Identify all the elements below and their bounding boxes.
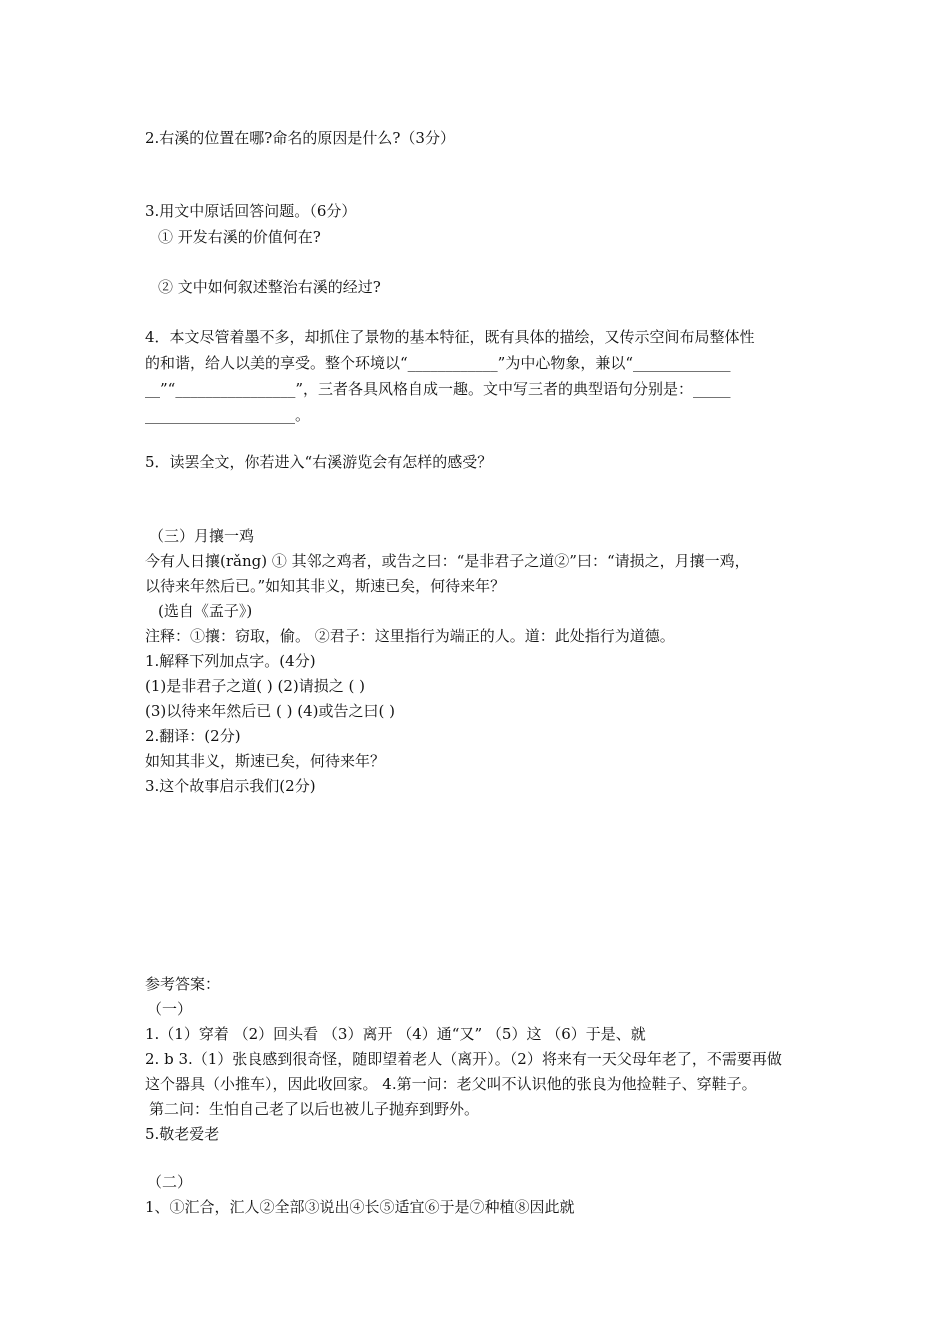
answer-5: 5.敬老爱老 — [145, 1125, 220, 1143]
section-3-question-1-b: (3)以待来年然后已 ( ) (4)或告之曰( ) — [145, 702, 395, 720]
answer-b1: 1、①汇合，汇人②全部③说出④长⑤适宜⑥于是⑦种植⑧因此就 — [145, 1198, 575, 1216]
question-4-line-1: 4．本文尽管着墨不多，却抓住了景物的基本特征，既有具体的描绘，又传示空间布局整体性 — [145, 328, 755, 346]
answer-2-line-3: 第二问：生怕自己老了以后也被儿子抛弃到野外。 — [149, 1100, 480, 1118]
question-4-line-4: ____________________。 — [145, 406, 311, 424]
question-3-sub-2: ② 文中如何叙述整治右溪的经过? — [158, 278, 381, 296]
section-3-source: (选自《孟子》) — [158, 602, 253, 620]
answer-2-line-2: 这个器具（小推车），因此收回家。 4.第一问：老父叫不认识他的张良为他捡鞋子、穿鞋子。 — [145, 1075, 757, 1093]
question-4-line-3: __”“________________”，三者各具风格自成一趣。文中写三者的典型语句分别是：_____ — [145, 380, 731, 398]
section-3-question-3: 3.这个故事启示我们(2分) — [145, 777, 316, 795]
section-3-text-2: 以待来年然后已。”如知其非义，斯速已矣，何待来年？ — [145, 577, 506, 595]
answers-heading: 参考答案： — [145, 975, 221, 993]
answer-1: 1.（1）穿着 （2）回头看 （3）离开 （4）通“又” （5）这 （6）于是、就 — [145, 1025, 646, 1043]
question-3-sub-1: ① 开发右溪的价值何在? — [158, 228, 321, 246]
section-3-question-1-a: (1)是非君子之道( ) (2)请损之 ( ) — [145, 677, 365, 695]
section-3-question-1: 1.解释下列加点字。(4分) — [145, 652, 316, 670]
answers-part-1: （一） — [147, 1000, 193, 1018]
answers-part-2: （二） — [147, 1173, 193, 1191]
question-5: 5．读罢全文，你若进入“右溪游览会有怎样的感受？ — [145, 453, 493, 471]
section-3-heading: （三）月攘一鸡 — [149, 527, 255, 545]
section-3-text-1: 今有人日攘(rǎng) ① 其邻之鸡者，或告之曰：“是非君子之道②”曰：“请损之，月攘一鸡， — [145, 552, 750, 570]
section-3-question-2-text: 如知其非义，斯速已矣，何待来年？ — [145, 752, 386, 770]
section-3-question-2: 2.翻译：(2分) — [145, 727, 241, 745]
question-2: 2.右溪的位置在哪?命名的原因是什么?（3分） — [145, 129, 455, 147]
question-4-line-2: 的和谐，给人以美的享受。整个环境以“____________”为中心物象，兼以“_____________ — [145, 354, 731, 372]
answer-2-line-1: 2. b 3.（1）张良感到很奇怪，随即望着老人（离开）。（2）将来有一天父母年老了，不需要再做 — [145, 1050, 782, 1068]
question-3-title: 3.用文中原话回答问题。（6分） — [145, 202, 357, 220]
section-3-notes: 注释：①攘：窃取，偷。 ②君子：这里指行为端正的人。道：此处指行为道德。 — [145, 627, 675, 645]
